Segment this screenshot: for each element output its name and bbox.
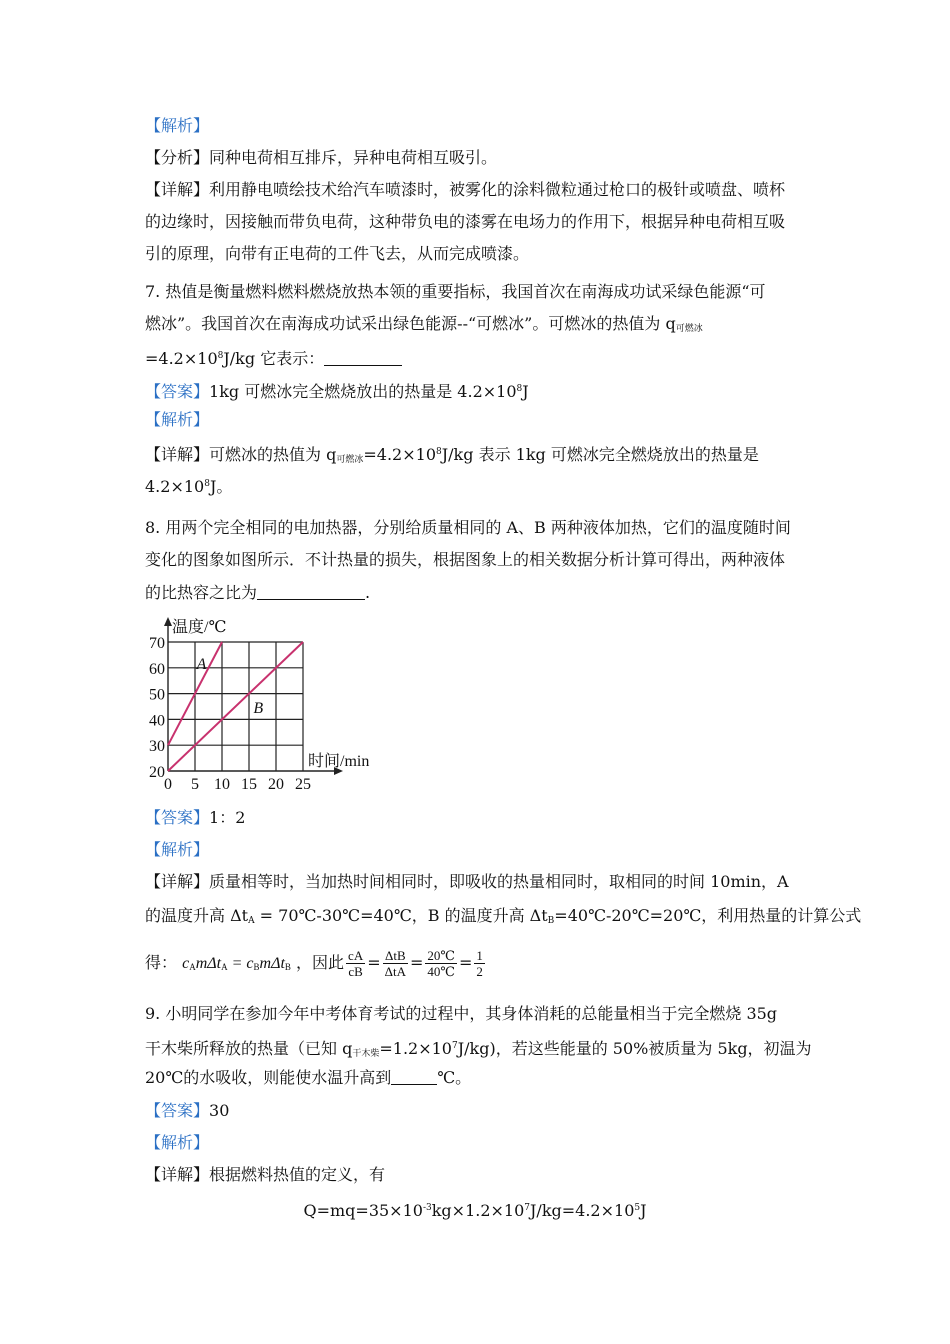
q9-answer-blank[interactable] xyxy=(391,1068,437,1085)
x-tick-label: 20 xyxy=(268,776,284,793)
q9-answer-text: 30 xyxy=(209,1101,230,1120)
chart-x-axis-label: 时间/min xyxy=(308,753,370,770)
q7-answer-unit: J xyxy=(522,382,529,401)
q9-stem-exponent: 7 xyxy=(451,1041,458,1051)
q9-stem-line-1 xyxy=(145,1003,777,1025)
equals-sign: = xyxy=(367,953,381,972)
q8-xiangjie-text-3b: ，因此 xyxy=(296,953,345,972)
fenxi-text: 同种电荷相互排斥，异种电荷相互吸引。 xyxy=(209,148,498,167)
frac-num: 1 xyxy=(476,948,483,963)
q8-xiangjie-line-3 xyxy=(145,948,487,982)
eq-sub: B xyxy=(284,962,291,972)
q8-stem-text-3a: 的比热容之比为 xyxy=(145,583,258,602)
q6-xiangjie-line-2 xyxy=(145,211,785,233)
xiangjie-tag: 【详解】 xyxy=(145,872,210,891)
q7-xiangjie-text-2a: 4.2×10 xyxy=(145,477,205,496)
q7-xiangjie-subscript: 可燃冰 xyxy=(336,455,364,465)
y-tick-label: 60 xyxy=(149,660,165,678)
y-tick-label: 30 xyxy=(149,738,165,756)
q7-answer-exponent: 8 xyxy=(516,384,523,394)
q7-stem-exponent: 8 xyxy=(217,351,224,361)
x-tick-label: 25 xyxy=(295,776,311,793)
formula-exp-1: -3 xyxy=(422,1203,432,1213)
q7-stem-text-1: 7. 热值是衡量燃料燃料燃烧放热本领的重要指标，我国首次在南海成功试采绿色能源“可 xyxy=(145,282,766,301)
q6-jiexi-line xyxy=(145,115,209,137)
q7-xiangjie-text-b: =4.2×10 xyxy=(363,445,436,464)
q8-xiangjie-sub-a: A xyxy=(248,916,255,926)
y-tick-label: 70 xyxy=(149,635,165,652)
fenxi-tag: 【分析】 xyxy=(145,148,210,167)
q8-stem-text-2: 变化的图象如图所示．不计热量的损失，根据图象上的相关数据分析计算可得出，两种液体 xyxy=(145,550,786,569)
q7-xiangjie-exponent-2: 8 xyxy=(204,479,210,489)
q6-fenxi-line xyxy=(145,147,497,169)
q8-equation xyxy=(182,955,291,972)
equals-sign: = xyxy=(410,953,424,972)
q6-xiangjie-line-3 xyxy=(145,243,529,265)
q7-stem-text-3b: J/kg 它表示： xyxy=(223,349,325,368)
fraction-ca-cb xyxy=(346,948,365,979)
q7-xiangjie-text-c: J/kg 表示 1kg 可燃冰完全燃烧放出的热量是 xyxy=(441,445,759,464)
temperature-time-chart xyxy=(140,612,390,800)
x-tick-label: 0 xyxy=(164,776,172,793)
q7-answer-text: 1kg 可燃冰完全燃烧放出的热量是 4.2×10 xyxy=(209,382,517,401)
q8-stem-line-2 xyxy=(145,549,785,571)
q8-jiexi-line xyxy=(145,839,209,861)
q9-jiexi-line xyxy=(145,1132,209,1154)
q7-stem-text-2: 燃冰”。我国首次在南海成功试采出绿色能源--“可燃冰”。可燃冰的热值为 q xyxy=(145,314,676,333)
q9-stem-line-3 xyxy=(145,1067,471,1089)
q8-xiangjie-text-3a: 得： xyxy=(145,953,178,972)
jiexi-tag: 【解析】 xyxy=(145,840,210,859)
q7-stem-text-3a: =4.2×10 xyxy=(145,349,218,368)
q7-stem-line-2 xyxy=(145,313,703,340)
jiexi-tag: 【解析】 xyxy=(145,410,210,429)
q9-stem-subscript: 干木柴 xyxy=(352,1049,380,1059)
y-axis-arrow xyxy=(164,617,172,626)
q6-xiangjie-text-3: 引的原理，向带有正电荷的工件飞去，从而完成喷漆。 xyxy=(145,244,530,263)
q9-stem-text-1: 9. 小明同学在参加今年中考体育考试的过程中，其身体消耗的总能量相当于完全燃烧 35g xyxy=(145,1004,778,1023)
q8-xiangjie-sub-b: B xyxy=(547,916,555,926)
q9-stem-text-2b: =1.2×10 xyxy=(379,1039,452,1058)
x-tick-label: 15 xyxy=(241,776,257,793)
q8-answer-blank[interactable] xyxy=(257,583,365,600)
fraction-dtb-dta xyxy=(383,948,408,979)
q7-stem-subscript: 可燃冰 xyxy=(675,324,703,334)
q8-stem-text-1: 8. 用两个完全相同的电加热器，分别给质量相同的 A、B 两种液体加热，它们的温度随时间 xyxy=(145,518,791,537)
frac-den: 2 xyxy=(476,964,483,979)
formula-part-b: kg×1.2×10 xyxy=(431,1201,525,1220)
q7-stem-line-3 xyxy=(145,345,402,370)
fraction-20-40 xyxy=(425,948,457,979)
eq-sub: A xyxy=(221,962,228,972)
frac-num: ΔtB xyxy=(384,948,406,963)
frac-den: ΔtA xyxy=(384,964,406,979)
eq-sub: A xyxy=(189,962,196,972)
q8-xiangjie-line-2 xyxy=(145,905,861,932)
q6-xiangjie-text-1: 利用静电喷绘技术给汽车喷漆时，被雾化的涂料微粒通过枪口的极针或喷盘、喷杯 xyxy=(209,180,786,199)
equals-sign: = xyxy=(458,953,473,972)
q9-xiangjie-text: 根据燃料热值的定义，有 xyxy=(209,1165,386,1184)
q9-stem-line-2 xyxy=(145,1035,812,1065)
formula-part-d: J xyxy=(640,1201,647,1220)
frac-num: cA xyxy=(348,948,364,963)
eq-sub: B xyxy=(253,962,260,972)
q6-xiangjie-line-1 xyxy=(145,179,785,201)
xiangjie-tag: 【详解】 xyxy=(145,180,210,199)
q8-answer-line xyxy=(145,807,245,829)
y-tick-label: 50 xyxy=(149,686,165,704)
q8-answer-text: 1：2 xyxy=(209,808,246,827)
formula-exp-3: 5 xyxy=(634,1203,641,1213)
q8-xiangjie-text-2a: 的温度升高 Δt xyxy=(145,906,249,925)
series-label-a: A xyxy=(196,656,207,674)
fraction-1-2 xyxy=(474,948,485,979)
jiexi-tag: 【解析】 xyxy=(145,1133,210,1152)
q7-xiangjie-exponent: 8 xyxy=(436,447,442,457)
xiangjie-tag: 【详解】 xyxy=(145,1165,210,1184)
q9-stem-text-2c: J/kg)，若这些能量的 50%被质量为 5kg，初温为 xyxy=(457,1039,812,1058)
answer-tag: 【答案】 xyxy=(145,808,210,827)
frac-den: cB xyxy=(348,964,363,979)
q9-stem-text-3a: 20℃的水吸收，则能使水温升高到 xyxy=(145,1068,392,1087)
y-tick-label: 40 xyxy=(149,712,165,730)
q8-stem-line-1 xyxy=(145,517,791,539)
series-label-b: B xyxy=(253,699,264,717)
q7-xiangjie-text-a: 可燃冰的热值为 q xyxy=(209,445,337,464)
q9-stem-text-2a: 干木柴所释放的热量（已知 q xyxy=(145,1039,353,1058)
q7-jiexi-line xyxy=(145,409,209,431)
q9-xiangjie-line xyxy=(145,1164,385,1186)
answer-tag: 【答案】 xyxy=(145,382,210,401)
answer-tag: 【答案】 xyxy=(145,1101,210,1120)
q8-xiangjie-text-2c: =40℃-20℃=20℃，利用热量的计算公式 xyxy=(554,906,862,925)
q7-answer-blank[interactable] xyxy=(324,349,402,366)
q7-stem-line-1 xyxy=(145,281,766,303)
chart-y-axis-label: 温度/℃ xyxy=(172,619,227,636)
q8-xiangjie-text-1: 质量相等时，当加热时间相同时，即吸收的热量相同时，取相同的时间 10min，A xyxy=(209,872,789,891)
xiangjie-tag: 【详解】 xyxy=(145,445,210,464)
q9-formula-line xyxy=(0,1197,950,1222)
eq-c: = c xyxy=(227,955,254,972)
y-tick-label: 20 xyxy=(149,764,165,781)
q9-answer-line xyxy=(145,1100,229,1122)
formula-exp-2: 7 xyxy=(524,1203,531,1213)
q8-xiangjie-text-2b: = 70℃-30℃=40℃，B 的温度升高 Δt xyxy=(254,906,548,925)
formula-part-c: J/kg=4.2×10 xyxy=(530,1201,635,1220)
formula-part-a: Q=mq=35×10 xyxy=(303,1201,423,1220)
q7-xiangjie-line-2 xyxy=(145,473,232,498)
q7-xiangjie-line-1 xyxy=(145,441,759,471)
q8-stem-line-3 xyxy=(145,582,370,604)
x-tick-label: 5 xyxy=(191,776,199,793)
q6-xiangjie-text-2: 的边缘时，因接触而带负电荷，这种带负电的漆雾在电场力的作用下，根据异种电荷相互吸 xyxy=(145,212,786,231)
eq-mdt: mΔt xyxy=(195,955,222,972)
x-tick-label: 10 xyxy=(214,776,230,793)
q8-stem-text-3b: . xyxy=(365,583,371,602)
q7-answer-line xyxy=(145,378,529,403)
chart-axes xyxy=(164,617,343,775)
frac-num: 20℃ xyxy=(427,948,455,963)
q7-xiangjie-text-2b: J。 xyxy=(209,477,233,496)
q9-stem-text-3b: ℃。 xyxy=(437,1068,472,1087)
q8-xiangjie-line-1 xyxy=(145,871,789,893)
eq-c: c xyxy=(182,955,190,972)
jiexi-tag: 【解析】 xyxy=(145,116,210,135)
eq-mdt: mΔt xyxy=(259,955,285,972)
chart-series xyxy=(168,642,303,771)
frac-den: 40℃ xyxy=(427,964,455,979)
